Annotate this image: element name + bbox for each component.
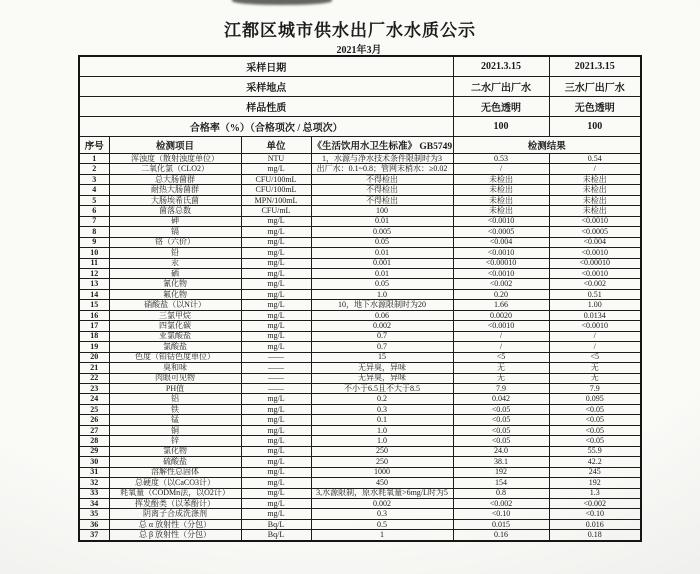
- row-number-cell: 20: [79, 352, 109, 362]
- standard-cell: 不得检出: [311, 174, 453, 184]
- table-row: [79, 478, 641, 488]
- result-plant2-cell: /: [453, 164, 549, 174]
- row-number-cell: 30: [79, 457, 109, 467]
- result-plant3-cell: <0.0005: [549, 227, 641, 237]
- result-plant3-cell: 1.00: [549, 300, 641, 310]
- item-cell: 总 α 放射性（分包）: [109, 519, 241, 529]
- standard-cell: 100: [311, 206, 453, 216]
- unit-cell: mg/L: [241, 248, 311, 258]
- result-plant3-cell: /: [549, 331, 641, 341]
- standard-cell: 1.0: [311, 289, 453, 299]
- standard-cell: 0.01: [311, 248, 453, 258]
- standard-cell: 出厂水：0.1~0.8；管网末梢水：≥0.02: [311, 164, 453, 174]
- item-cell: 氯化物: [109, 446, 241, 456]
- item-cell: 硝酸盐（以N计）: [109, 300, 241, 310]
- standard-cell: 1.0: [311, 436, 453, 446]
- table-row: [79, 206, 641, 216]
- standard-cell: 无异臭，异味: [311, 363, 453, 373]
- result-plant2-cell: 0.0020: [453, 310, 549, 320]
- sampling-location-plant3: 三水厂出厂水: [549, 77, 641, 97]
- row-number-cell: 12: [79, 268, 109, 278]
- result-plant2-cell: <5: [453, 352, 549, 362]
- item-cell: 四氯化碳: [109, 321, 241, 331]
- unit-cell: mg/L: [241, 310, 311, 320]
- result-plant3-cell: <0.05: [549, 425, 641, 435]
- result-plant2-cell: <0.002: [453, 498, 549, 508]
- table-row: [79, 185, 641, 195]
- table-row: [79, 530, 641, 541]
- unit-cell: mg/L: [241, 425, 311, 435]
- standard-cell: 10，地下水源限制时为20: [311, 300, 453, 310]
- result-plant3-cell: 0.18: [549, 530, 641, 541]
- table-row: [79, 321, 641, 331]
- standard-cell: 0.05: [311, 237, 453, 247]
- result-plant3-cell: <0.002: [549, 498, 641, 508]
- row-number-cell: 17: [79, 321, 109, 331]
- col-header-result: 检测结果: [453, 137, 641, 154]
- item-cell: 耗氧量（CODMn法，以O2计）: [109, 488, 241, 498]
- result-plant2-cell: /: [453, 342, 549, 352]
- row-number-cell: 31: [79, 467, 109, 477]
- pass-rate-plant2: 100: [453, 117, 549, 137]
- row-number-cell: 23: [79, 383, 109, 393]
- item-cell: 氯酸盐: [109, 342, 241, 352]
- result-plant2-cell: <0.004: [453, 237, 549, 247]
- result-plant2-cell: 38.1: [453, 457, 549, 467]
- standard-cell: 0.7: [311, 331, 453, 341]
- standard-cell: 250: [311, 446, 453, 456]
- result-plant3-cell: 42.2: [549, 457, 641, 467]
- standard-cell: 不得检出: [311, 185, 453, 195]
- result-plant3-cell: 7.9: [549, 383, 641, 393]
- table-row: [79, 498, 641, 508]
- item-cell: PH值: [109, 383, 241, 393]
- item-cell: 汞: [109, 258, 241, 268]
- row-number-cell: 8: [79, 227, 109, 237]
- result-plant2-cell: <0.0005: [453, 227, 549, 237]
- standard-cell: 不得检出: [311, 195, 453, 205]
- unit-cell: mg/L: [241, 404, 311, 414]
- result-plant3-cell: /: [549, 164, 641, 174]
- row-number-cell: 37: [79, 530, 109, 541]
- result-plant2-cell: 0.015: [453, 519, 549, 529]
- item-cell: 锌: [109, 436, 241, 446]
- result-plant2-cell: <0.05: [453, 436, 549, 446]
- result-plant3-cell: 0.095: [549, 394, 641, 404]
- sample-nature-label: 样品性质: [79, 97, 453, 117]
- sampling-date-plant2: 2021.3.15: [453, 56, 549, 77]
- row-number-cell: 11: [79, 258, 109, 268]
- unit-cell: mg/L: [241, 457, 311, 467]
- standard-cell: 0.2: [311, 394, 453, 404]
- row-number-cell: 25: [79, 404, 109, 414]
- result-plant3-cell: 245: [549, 467, 641, 477]
- row-number-cell: 15: [79, 300, 109, 310]
- table-row: [79, 331, 641, 341]
- unit-cell: mg/L: [241, 164, 311, 174]
- unit-cell: ——: [241, 383, 311, 393]
- row-number-cell: 16: [79, 310, 109, 320]
- row-number-cell: 26: [79, 415, 109, 425]
- standard-cell: 0.05: [311, 279, 453, 289]
- unit-cell: Bq/L: [241, 530, 311, 541]
- standard-cell: 0.5: [311, 519, 453, 529]
- table-row: [79, 488, 641, 498]
- result-plant2-cell: <0.05: [453, 404, 549, 414]
- result-plant2-cell: 24.0: [453, 446, 549, 456]
- row-number-cell: 5: [79, 195, 109, 205]
- row-number-cell: 29: [79, 446, 109, 456]
- unit-cell: mg/L: [241, 331, 311, 341]
- result-plant2-cell: 无: [453, 373, 549, 383]
- table-row: [79, 383, 641, 393]
- table-row: [79, 310, 641, 320]
- table-row: [79, 394, 641, 404]
- sampling-location-plant2: 二水厂出厂水: [453, 77, 549, 97]
- sample-nature-plant2: 无色透明: [453, 97, 549, 117]
- result-plant3-cell: 无: [549, 373, 641, 383]
- result-plant3-cell: 未检出: [549, 195, 641, 205]
- unit-cell: mg/L: [241, 509, 311, 519]
- item-cell: 铅: [109, 248, 241, 258]
- info-header: [79, 56, 641, 154]
- result-plant2-cell: /: [453, 331, 549, 341]
- result-plant3-cell: 未检出: [549, 174, 641, 184]
- standard-cell: 0.002: [311, 498, 453, 508]
- item-cell: 总硬度（以CaCO3计）: [109, 478, 241, 488]
- table-row: [79, 258, 641, 268]
- standard-cell: 1: [311, 530, 453, 541]
- unit-cell: mg/L: [241, 237, 311, 247]
- row-number-cell: 21: [79, 363, 109, 373]
- result-plant3-cell: <0.004: [549, 237, 641, 247]
- table-row: [79, 342, 641, 352]
- unit-cell: mg/L: [241, 478, 311, 488]
- page-subtitle: 2021年3月: [336, 45, 382, 56]
- unit-cell: mg/L: [241, 415, 311, 425]
- col-header-standard: 《生活饮用水卫生标准》 GB5749: [311, 137, 453, 154]
- result-plant2-cell: <0.002: [453, 279, 549, 289]
- item-cell: 浑浊度（散射浊度单位）: [109, 154, 241, 164]
- table-row: [79, 404, 641, 414]
- item-cell: 镉: [109, 227, 241, 237]
- result-plant3-cell: 0.51: [549, 289, 641, 299]
- unit-cell: mg/L: [241, 498, 311, 508]
- result-plant2-cell: <0.0010: [453, 248, 549, 258]
- item-cell: 铜: [109, 425, 241, 435]
- row-number-cell: 4: [79, 185, 109, 195]
- unit-cell: Bq/L: [241, 519, 311, 529]
- row-number-cell: 10: [79, 248, 109, 258]
- unit-cell: mg/L: [241, 342, 311, 352]
- standard-cell: 1，水源与净水技术条件限制时为3: [311, 154, 453, 164]
- standard-cell: 0.3: [311, 509, 453, 519]
- unit-cell: mg/L: [241, 467, 311, 477]
- result-plant3-cell: 0.0134: [549, 310, 641, 320]
- pass-rate-plant3: 100: [549, 117, 641, 137]
- table-row: [79, 248, 641, 258]
- result-plant2-cell: 0.20: [453, 289, 549, 299]
- sampling-location-row: [79, 77, 641, 97]
- unit-cell: CFU/100mL: [241, 185, 311, 195]
- standard-cell: 0.06: [311, 310, 453, 320]
- result-plant2-cell: <0.0010: [453, 321, 549, 331]
- table-row: [79, 436, 641, 446]
- item-cell: 氟化物: [109, 289, 241, 299]
- scan-artifact-mark: [232, 0, 332, 5]
- table-row: [79, 446, 641, 456]
- row-number-cell: 6: [79, 206, 109, 216]
- standard-cell: 1.0: [311, 425, 453, 435]
- row-number-cell: 9: [79, 237, 109, 247]
- result-plant3-cell: <0.0010: [549, 321, 641, 331]
- item-cell: 大肠埃希氏菌: [109, 195, 241, 205]
- unit-cell: MPN/100mL: [241, 195, 311, 205]
- result-plant2-cell: <0.05: [453, 415, 549, 425]
- result-plant2-cell: <0.00010: [453, 258, 549, 268]
- result-plant3-cell: 无: [549, 363, 641, 373]
- row-number-cell: 32: [79, 478, 109, 488]
- table-row: [79, 195, 641, 205]
- col-header-no: 序号: [79, 137, 109, 154]
- table-row: [79, 519, 641, 529]
- result-plant3-cell: <5: [549, 352, 641, 362]
- row-number-cell: 13: [79, 279, 109, 289]
- result-plant2-cell: 1.66: [453, 300, 549, 310]
- item-cell: 肉眼可见物: [109, 373, 241, 383]
- standard-cell: 0.3: [311, 404, 453, 414]
- item-cell: 氰化物: [109, 279, 241, 289]
- sampling-date-row: [79, 56, 641, 77]
- result-plant3-cell: /: [549, 342, 641, 352]
- table-row: [79, 279, 641, 289]
- table-row: [79, 425, 641, 435]
- standard-cell: 450: [311, 478, 453, 488]
- table-row: [79, 227, 641, 237]
- item-cell: 硫酸盐: [109, 457, 241, 467]
- unit-cell: mg/L: [241, 300, 311, 310]
- item-cell: 铁: [109, 404, 241, 414]
- result-plant3-cell: 55.9: [549, 446, 641, 456]
- standard-cell: 15: [311, 352, 453, 362]
- row-number-cell: 14: [79, 289, 109, 299]
- standard-cell: 0.1: [311, 415, 453, 425]
- result-plant2-cell: <0.0010: [453, 268, 549, 278]
- item-cell: 锰: [109, 415, 241, 425]
- result-plant3-cell: 未检出: [549, 206, 641, 216]
- sampling-date-label: 采样日期: [79, 56, 453, 77]
- standard-cell: 0.002: [311, 321, 453, 331]
- sampling-date-plant3: 2021.3.15: [549, 56, 641, 77]
- result-plant2-cell: <0.05: [453, 425, 549, 435]
- standard-cell: 0.01: [311, 216, 453, 226]
- table-row: [79, 509, 641, 519]
- col-header-item: 检测项目: [109, 137, 241, 154]
- unit-cell: ——: [241, 352, 311, 362]
- unit-cell: CFU/100mL: [241, 174, 311, 184]
- standard-cell: 0.01: [311, 268, 453, 278]
- result-plant2-cell: 未检出: [453, 195, 549, 205]
- standard-cell: 0.001: [311, 258, 453, 268]
- result-plant2-cell: 0.8: [453, 488, 549, 498]
- result-plant2-cell: 0.53: [453, 154, 549, 164]
- table-row: [79, 352, 641, 362]
- table-row: [79, 363, 641, 373]
- pass-rate-label: 合格率（%）（合格项次 / 总项次）: [79, 117, 453, 137]
- table-row: [79, 268, 641, 278]
- result-plant2-cell: 无: [453, 363, 549, 373]
- result-plant3-cell: <0.05: [549, 436, 641, 446]
- result-plant3-cell: <0.05: [549, 415, 641, 425]
- table-row: [79, 174, 641, 184]
- item-cell: 阴离子合成洗涤剂: [109, 509, 241, 519]
- table-row: [79, 457, 641, 467]
- result-plant3-cell: 0.54: [549, 154, 641, 164]
- row-number-cell: 24: [79, 394, 109, 404]
- table-row: [79, 154, 641, 164]
- row-number-cell: 19: [79, 342, 109, 352]
- result-plant3-cell: 0.016: [549, 519, 641, 529]
- result-plant2-cell: 未检出: [453, 206, 549, 216]
- result-plant2-cell: 未检出: [453, 174, 549, 184]
- result-plant2-cell: 0.16: [453, 530, 549, 541]
- row-number-cell: 34: [79, 498, 109, 508]
- unit-cell: mg/L: [241, 216, 311, 226]
- unit-cell: mg/L: [241, 268, 311, 278]
- result-plant3-cell: <0.10: [549, 509, 641, 519]
- item-cell: 挥发酚类（以苯酚计）: [109, 498, 241, 508]
- unit-cell: mg/L: [241, 289, 311, 299]
- sample-nature-plant3: 无色透明: [549, 97, 641, 117]
- item-cell: 菌落总数: [109, 206, 241, 216]
- unit-cell: mg/L: [241, 446, 311, 456]
- result-plant3-cell: <0.00010: [549, 258, 641, 268]
- row-number-cell: 7: [79, 216, 109, 226]
- item-cell: 砷: [109, 216, 241, 226]
- row-number-cell: 33: [79, 488, 109, 498]
- water-quality-table: [78, 55, 642, 542]
- result-plant2-cell: 192: [453, 467, 549, 477]
- standard-cell: 无异臭，异味: [311, 373, 453, 383]
- unit-cell: mg/L: [241, 488, 311, 498]
- standard-cell: 1000: [311, 467, 453, 477]
- row-number-cell: 28: [79, 436, 109, 446]
- item-cell: 色度（铂钴色度单位）: [109, 352, 241, 362]
- result-plant2-cell: <0.0010: [453, 216, 549, 226]
- item-cell: 臭和味: [109, 363, 241, 373]
- table-row: [79, 289, 641, 299]
- page-title: 江都区城市供水出厂水水质公示: [224, 21, 476, 40]
- row-number-cell: 36: [79, 519, 109, 529]
- table-row: [79, 237, 641, 247]
- unit-cell: mg/L: [241, 394, 311, 404]
- result-plant3-cell: 未检出: [549, 185, 641, 195]
- row-number-cell: 18: [79, 331, 109, 341]
- unit-cell: mg/L: [241, 227, 311, 237]
- unit-cell: mg/L: [241, 258, 311, 268]
- item-cell: 硒: [109, 268, 241, 278]
- item-cell: 铝: [109, 394, 241, 404]
- result-plant3-cell: <0.002: [549, 279, 641, 289]
- result-plant3-cell: <0.0010: [549, 248, 641, 258]
- row-number-cell: 3: [79, 174, 109, 184]
- item-cell: 亚氯酸盐: [109, 331, 241, 341]
- result-plant2-cell: <0.10: [453, 509, 549, 519]
- unit-cell: CFU/mL: [241, 206, 311, 216]
- result-plant3-cell: 192: [549, 478, 641, 488]
- result-plant2-cell: 未检出: [453, 185, 549, 195]
- item-cell: 总 β 放射性（分包）: [109, 530, 241, 541]
- item-cell: 二氧化氯（CLO2）: [109, 164, 241, 174]
- row-number-cell: 27: [79, 425, 109, 435]
- standard-cell: 250: [311, 457, 453, 467]
- unit-cell: mg/L: [241, 321, 311, 331]
- table-row: [79, 164, 641, 174]
- standard-cell: 0.7: [311, 342, 453, 352]
- row-number-cell: 1: [79, 154, 109, 164]
- unit-cell: ——: [241, 373, 311, 383]
- unit-cell: ——: [241, 363, 311, 373]
- result-plant3-cell: <0.0010: [549, 216, 641, 226]
- item-cell: 铬（六价）: [109, 237, 241, 247]
- column-header-row: [79, 137, 641, 154]
- row-number-cell: 22: [79, 373, 109, 383]
- unit-cell: NTU: [241, 154, 311, 164]
- results-tbody: [79, 154, 641, 541]
- standard-cell: 不小于6.5且不大于8.5: [311, 383, 453, 393]
- sample-nature-row: [79, 97, 641, 117]
- result-plant3-cell: 1.3: [549, 488, 641, 498]
- item-cell: 溶解性总固体: [109, 467, 241, 477]
- row-number-cell: 35: [79, 509, 109, 519]
- row-number-cell: 2: [79, 164, 109, 174]
- standard-cell: 0.005: [311, 227, 453, 237]
- item-cell: 总大肠菌群: [109, 174, 241, 184]
- table-row: [79, 373, 641, 383]
- standard-cell: 3,水源限制，原水耗氧量>6mg/L时为5: [311, 488, 453, 498]
- result-plant2-cell: 7.9: [453, 383, 549, 393]
- result-plant2-cell: 154: [453, 478, 549, 488]
- item-cell: 耐热大肠菌群: [109, 185, 241, 195]
- sampling-location-label: 采样地点: [79, 77, 453, 97]
- result-plant3-cell: <0.0010: [549, 268, 641, 278]
- table-row: [79, 216, 641, 226]
- table-row: [79, 300, 641, 310]
- table-row: [79, 415, 641, 425]
- item-cell: 三氯甲烷: [109, 310, 241, 320]
- result-plant2-cell: 0.042: [453, 394, 549, 404]
- unit-cell: mg/L: [241, 279, 311, 289]
- result-plant3-cell: <0.05: [549, 404, 641, 414]
- table-row: [79, 467, 641, 477]
- col-header-unit: 单位: [241, 137, 311, 154]
- pass-rate-row: [79, 117, 641, 137]
- unit-cell: mg/L: [241, 436, 311, 446]
